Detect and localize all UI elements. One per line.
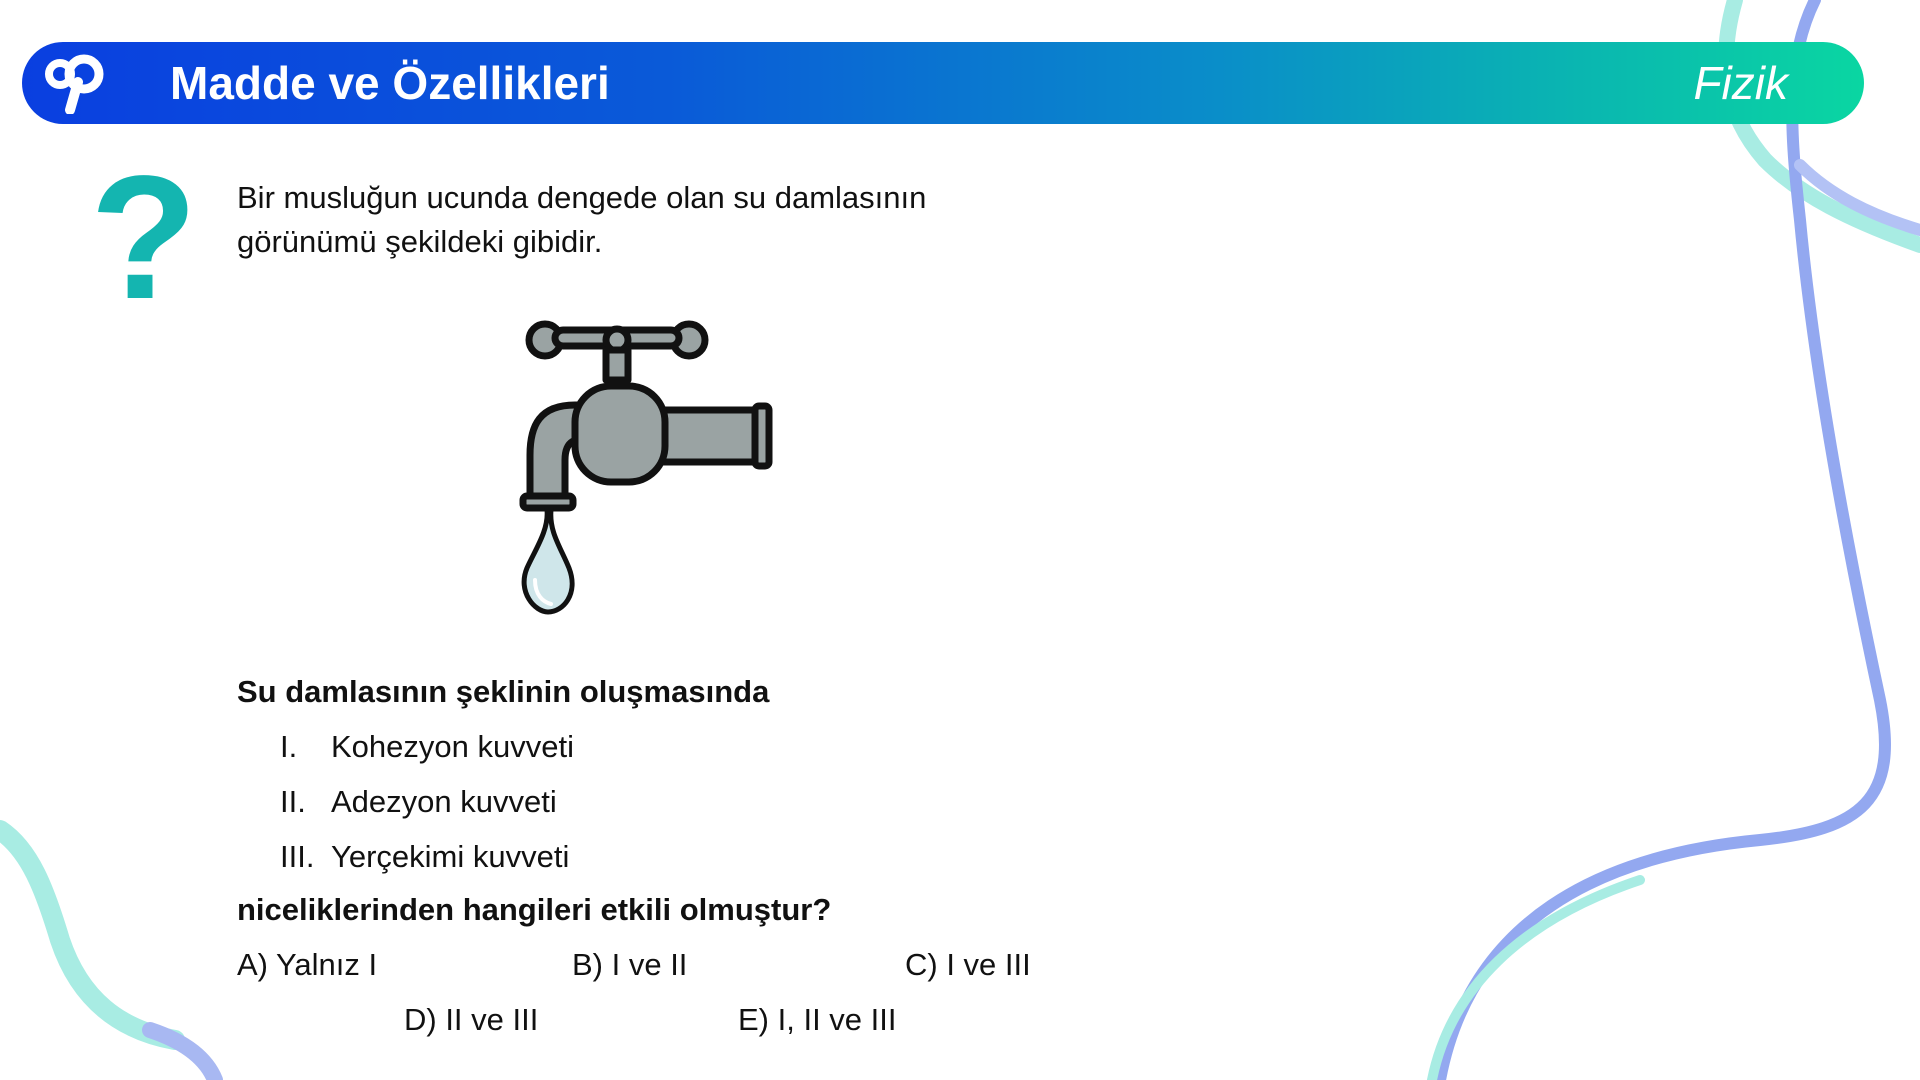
item-text: Yerçekimi kuvveti bbox=[331, 839, 570, 874]
decor-curve-right-blue bbox=[1440, 0, 1885, 1080]
option-a[interactable]: A) Yalnız I bbox=[237, 947, 378, 982]
option-c[interactable]: C) I ve III bbox=[905, 947, 1031, 982]
option-b[interactable]: B) I ve II bbox=[572, 947, 688, 982]
water-drop-icon bbox=[524, 510, 572, 612]
question-stem: Su damlasının şeklinin oluşmasında bbox=[237, 674, 770, 709]
option-e[interactable]: E) I, II ve III bbox=[738, 1002, 897, 1037]
item-number: II. bbox=[280, 784, 306, 819]
option-d[interactable]: D) II ve III bbox=[404, 1002, 539, 1037]
header-bar bbox=[22, 42, 1864, 124]
question-intro bbox=[237, 176, 1057, 264]
item-text: Adezyon kuvveti bbox=[331, 784, 557, 819]
page-title: Madde ve Özellikleri bbox=[170, 57, 610, 109]
subject-label: Fizik bbox=[1693, 57, 1788, 109]
intro-line-2: görünümü şekildeki gibidir. bbox=[237, 224, 603, 259]
faucet-with-drop-image bbox=[505, 310, 785, 620]
item-text: Kohezyon kuvveti bbox=[331, 729, 574, 764]
item-number: III. bbox=[280, 839, 315, 874]
question-prompt: niceliklerinden hangileri etkili olmuştur? bbox=[237, 892, 832, 927]
intro-line-1: Bir musluğun ucunda dengede olan su damlasının bbox=[237, 180, 927, 215]
p-logo-icon bbox=[44, 52, 106, 114]
question-mark-icon: ? bbox=[90, 140, 198, 336]
decor-curve-bottom-left-blue bbox=[150, 1030, 215, 1080]
decor-curve-bottom-left-teal bbox=[0, 830, 175, 1040]
item-number: I. bbox=[280, 729, 298, 764]
